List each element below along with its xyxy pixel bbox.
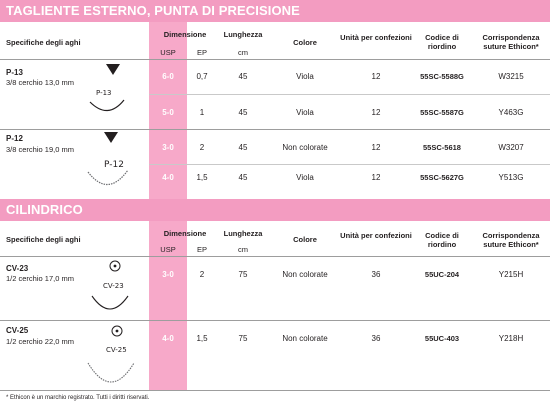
subheader-cm: cm [238, 48, 248, 57]
header-lunghezza: Lunghezza [223, 30, 263, 39]
ethicon-code: Y463G [498, 108, 524, 117]
ethicon-code: Y215H [498, 270, 524, 279]
color-value: Non colorate [282, 334, 328, 343]
needle-divider [0, 129, 550, 130]
needle-desc: 1/2 cerchio 22,0 mm [6, 337, 74, 346]
color-value: Non colorate [282, 270, 328, 279]
usp-value: 3-0 [162, 270, 174, 279]
ethicon-code: Y218H [498, 334, 524, 343]
needle-desc: 3/8 cerchio 19,0 mm [6, 145, 74, 154]
header-specs: Specifiche degli aghi [6, 38, 81, 47]
color-value: Non colorate [282, 143, 328, 152]
quantity-value: 12 [371, 173, 381, 182]
ep-value: 1,5 [196, 334, 208, 343]
usp-value: 6-0 [162, 72, 174, 81]
ethicon-code: W3215 [498, 72, 524, 81]
needle-desc: 1/2 cerchio 17,0 mm [6, 274, 74, 283]
section-title-tagliente: TAGLIENTE ESTERNO, PUNTA DI PRECISIONE [0, 0, 550, 22]
section-title-cilindrico: CILINDRICO [0, 199, 550, 221]
needle-name: CV-25 [6, 326, 29, 335]
ep-value: 2 [199, 143, 205, 152]
reorder-code: 55UC-403 [424, 334, 460, 343]
length-value: 75 [238, 334, 248, 343]
length-value: 45 [238, 72, 248, 81]
header-codice: Codice di riordino [425, 33, 459, 51]
reorder-code: 55SC-5618 [423, 143, 461, 152]
color-value: Viola [296, 108, 314, 117]
header-dimensione: Dimensione [163, 30, 207, 39]
subheader-usp: USP [160, 245, 176, 254]
reorder-code: 55SC-5627G [420, 173, 464, 182]
quantity-value: 12 [371, 143, 381, 152]
quantity-value: 36 [371, 334, 381, 343]
quantity-value: 12 [371, 72, 381, 81]
subheader-ep: EP [196, 48, 207, 57]
reorder-code: 55SC-5587G [420, 108, 464, 117]
footnote: * Ethicon è un marchio registrato. Tutti i diritti riservati. [6, 395, 150, 401]
ethicon-code: Y513G [498, 173, 524, 182]
subheader-cm: cm [238, 245, 248, 254]
length-value: 45 [238, 108, 248, 117]
usp-value: 4-0 [162, 173, 174, 182]
header-colore: Colore [293, 38, 317, 47]
usp-value: 4-0 [162, 334, 174, 343]
reorder-code: 55UC-204 [424, 270, 460, 279]
header-unita: Unità per confezioni [340, 231, 412, 240]
table-bottom-divider [0, 390, 550, 391]
quantity-value: 36 [371, 270, 381, 279]
length-value: 45 [238, 173, 248, 182]
subheader-usp: USP [160, 48, 176, 57]
ep-value: 0,7 [196, 72, 208, 81]
length-value: 45 [238, 143, 248, 152]
header-codice: Codice di riordino [425, 231, 459, 249]
needle-name: P-12 [6, 134, 23, 143]
ep-value: 1,5 [196, 173, 208, 182]
subheader-ep: EP [196, 245, 207, 254]
length-value: 75 [238, 270, 248, 279]
header-divider [0, 256, 550, 257]
quantity-value: 12 [371, 108, 381, 117]
needle-icon-label: P-13 [96, 89, 112, 97]
color-value: Viola [296, 72, 314, 81]
header-lunghezza: Lunghezza [223, 229, 263, 238]
needle-icon-label: P-12 [104, 160, 124, 170]
ep-value: 2 [199, 270, 205, 279]
needle-divider [0, 320, 550, 321]
needle-name: CV-23 [6, 264, 29, 273]
usp-value: 3-0 [162, 143, 174, 152]
row-divider [149, 94, 550, 95]
header-colore: Colore [293, 235, 317, 244]
header-divider [0, 59, 550, 60]
row-divider [149, 164, 550, 165]
needle-name: P-13 [6, 68, 23, 77]
needle-icon-label: CV-25 [106, 346, 127, 354]
header-unita: Unità per confezioni [340, 33, 412, 42]
header-specs: Specifiche degli aghi [6, 235, 81, 244]
header-corrisp: Corrispondenza suture Ethicon* [482, 33, 540, 51]
needle-icon-label: CV-23 [103, 282, 124, 290]
needle-desc: 3/8 cerchio 13,0 mm [6, 78, 74, 87]
header-dimensione: Dimensione [163, 229, 207, 238]
usp-value: 5-0 [162, 108, 174, 117]
reorder-code: 55SC-5588G [420, 72, 464, 81]
ethicon-code: W3207 [498, 143, 524, 152]
header-corrisp: Corrispondenza suture Ethicon* [482, 231, 540, 249]
ep-value: 1 [199, 108, 205, 117]
color-value: Viola [296, 173, 314, 182]
taper-point-needle-icon [84, 321, 140, 391]
